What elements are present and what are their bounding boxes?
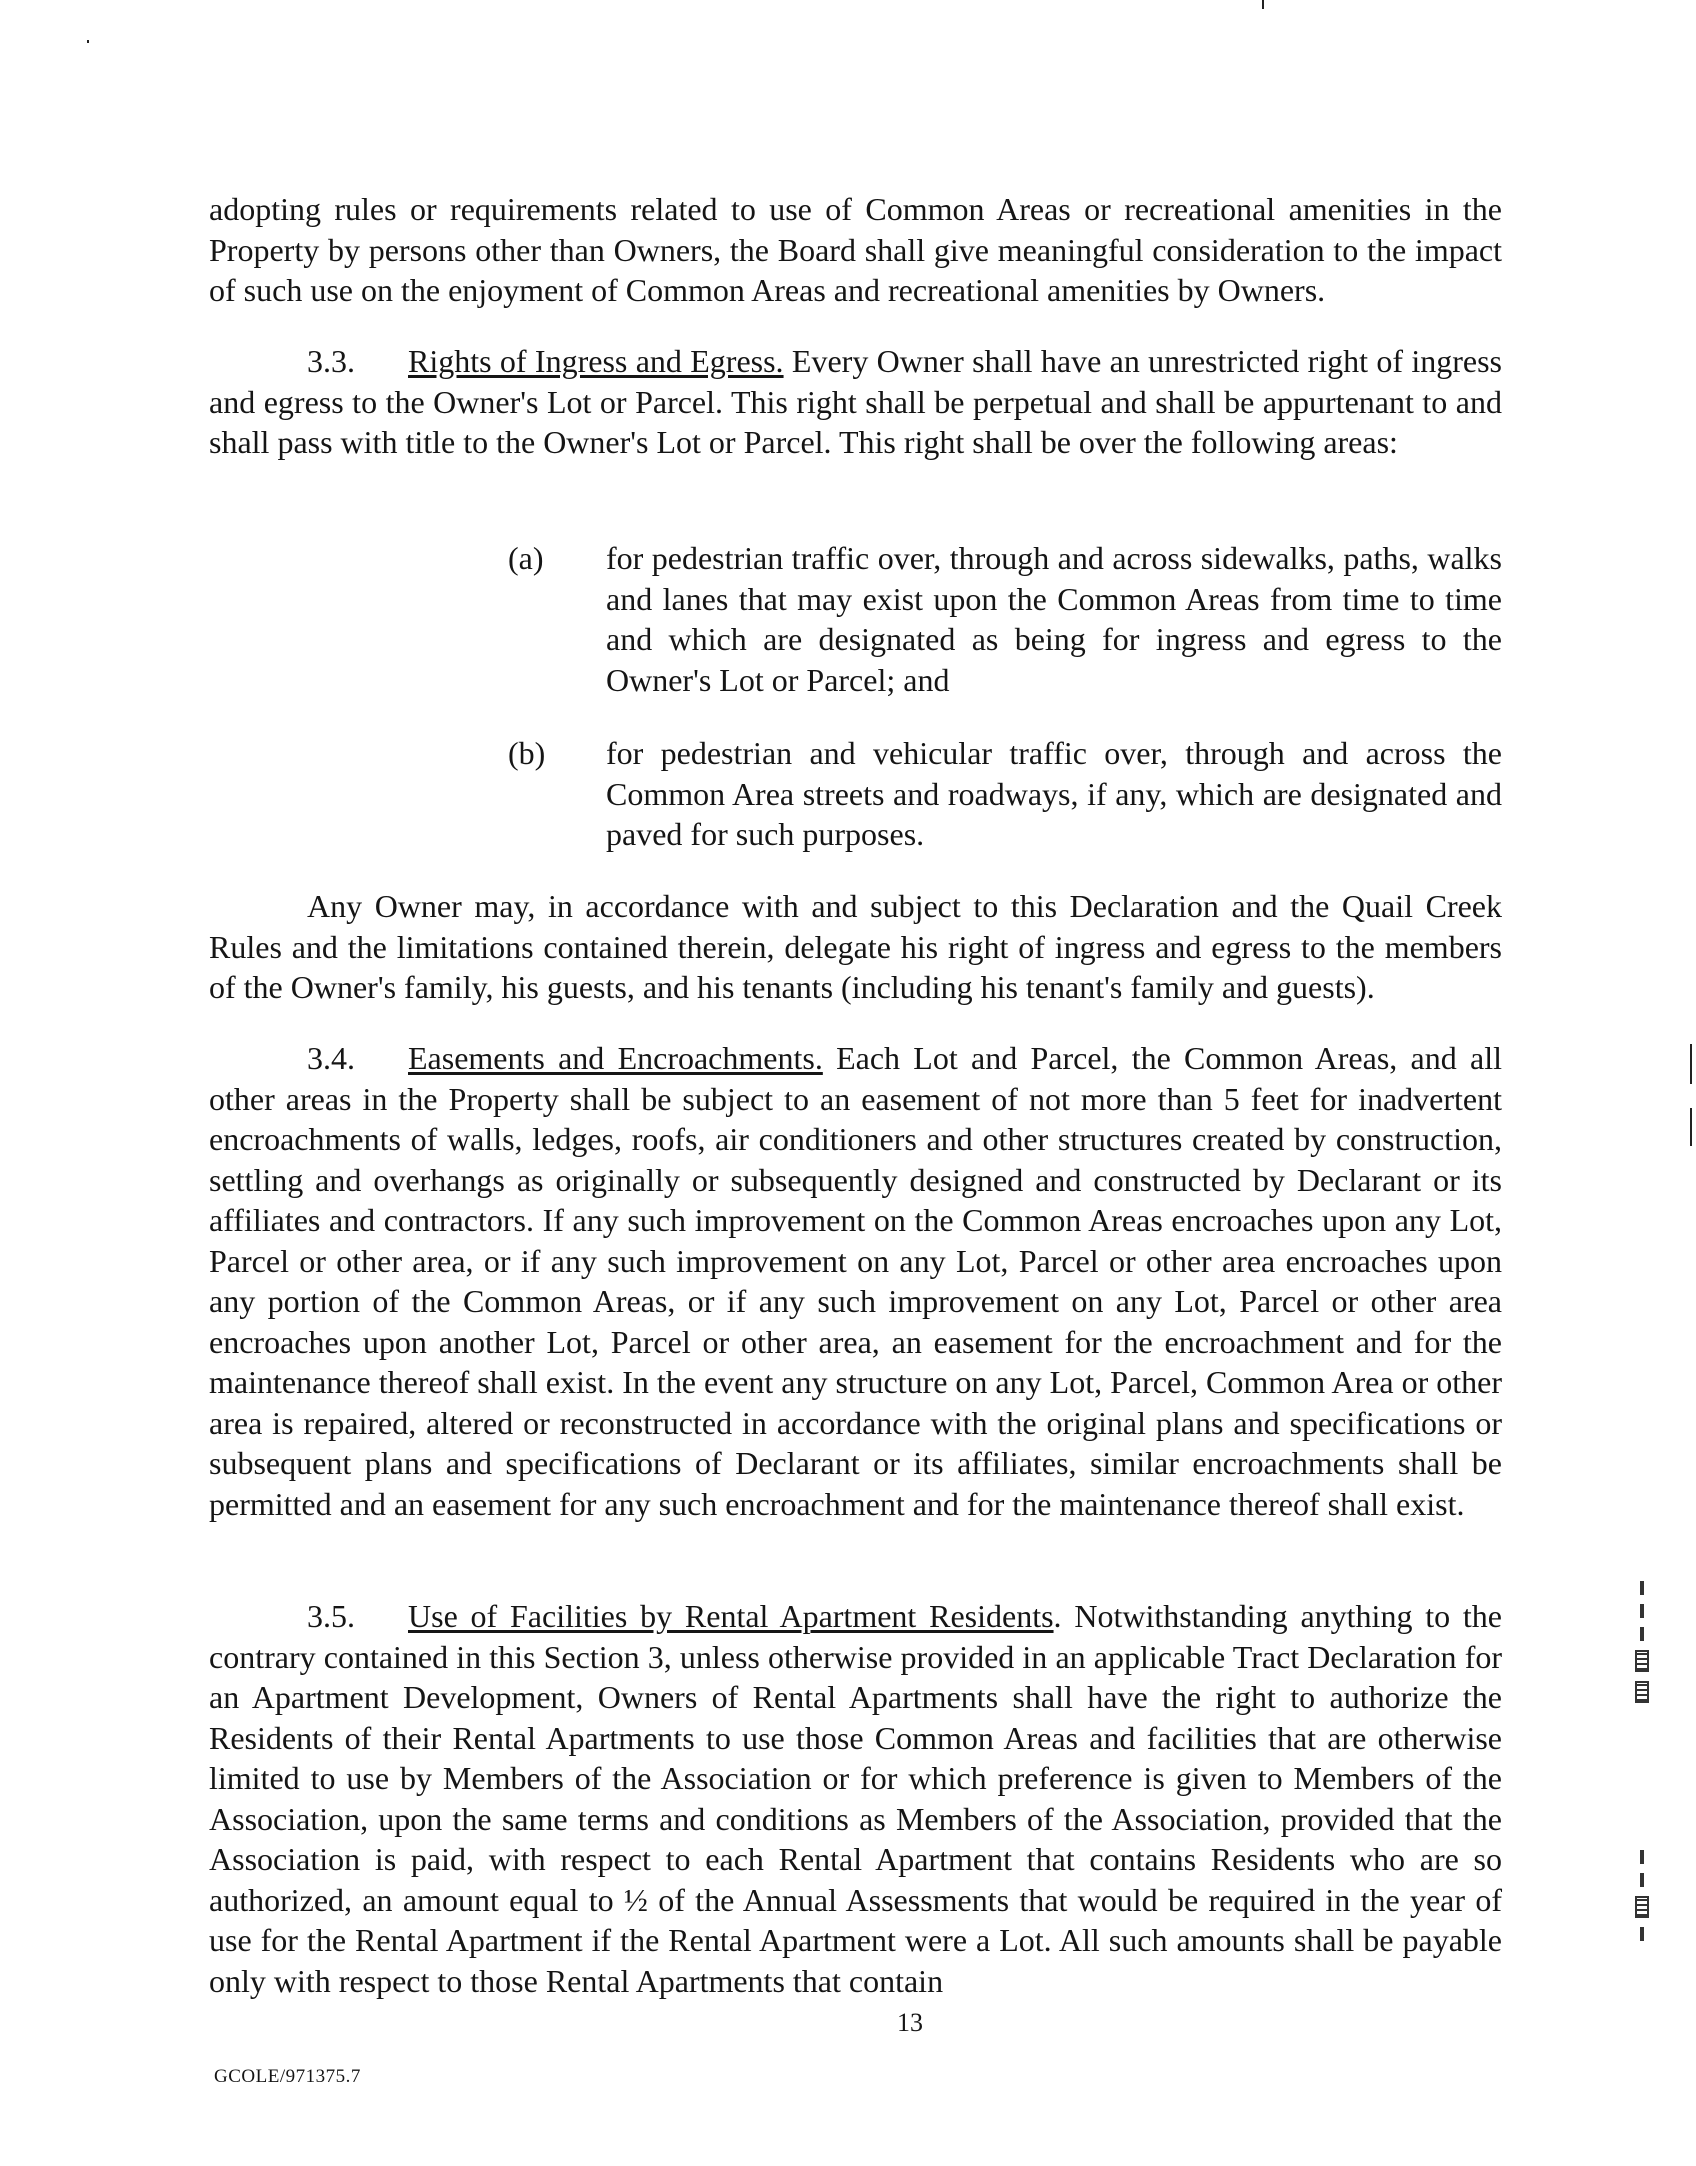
scan-artifact-mark <box>1690 1044 1692 1084</box>
stamp-mark <box>1640 1927 1644 1941</box>
intro-paragraph: adopting rules or requirements related to use of Common Areas or recreational amenities in the Property by persons other than Owners, the Board shall give meaningful consideration to the impact of such use on the enjoyment of Common Areas and recreational amenities by Owners. <box>209 191 1502 308</box>
stamp-mark <box>1640 1873 1644 1887</box>
section-3-4-paragraph <box>209 1038 1502 1524</box>
section-heading: Easements and Encroachments. <box>408 1040 823 1076</box>
section-number: 3.3. <box>307 343 355 379</box>
delegation-paragraph: Any Owner may, in accordance with and subject to this Declaration and the Quail Creek Rules and the limitations contained therein, delegate his right of ingress and egress to the members of the Owner's family, his guests, and his tenants (including his tenant's family and guests). <box>209 888 1502 1005</box>
section-number: 3.5. <box>307 1598 355 1634</box>
stamp-mark <box>1640 1581 1644 1595</box>
section-body: Each Lot and Parcel, the Common Areas, and all other areas in the Property shall be subject to an easement of not more than 5 feet for inadvertent encroachments of walls, ledges, roofs, air conditioners and other structures created by construction, settling and overhangs as originally or subsequently designed and constructed by Declarant or its affiliates and contractors. If any such improvement on the Common Areas encroaches upon any Lot, Parcel or other area, or if any such improvement on any Lot, Parcel or other area encroaches upon any portion of the Common Areas, or if any such improvement on any Lot, Parcel or other area encroaches upon another Lot, Parcel or other area, an easement for the encroachment and for the maintenance thereof shall exist. In the event any structure on any Lot, Parcel, Common Area or other area is repaired, altered or reconstructed in accordance with the original plans and specifications or subsequent plans and specifications of Declarant or its affiliates, similar encroachments shall be permitted and an easement for any such encroachment and for the maintenance thereof shall exist. <box>209 1040 1503 1522</box>
section-body: Every Owner shall have an unrestricted right of ingress and egress to the Owner's Lot or Parcel. This right shall be perpetual and shall be appurtenant to and shall pass with title to the Owner's Lot or Parcel. This right shall be over the following areas: <box>209 343 1503 460</box>
document-id: GCOLE/971375.7 <box>214 2066 361 2087</box>
section-body: . Notwithstanding anything to the contrary contained in this Section 3, unless otherwise provided in an applicable Tract Declaration for an Apartment Development, Owners of Rental Apartments shall have the right to authorize the Residents of their Rental Apartments to use those Common Areas and facilities that are otherwise limited to use by Members of the Association or for which preference is given to Members of the Association, upon the same terms and conditions as Members of the Association, provided that the Association is paid, with respect to each Rental Apartment that contains Residents who are so authorized, an amount equal to ½ of the Annual Assessments that would be required in the year of use for the Rental Apartment if the Rental Apartment were a Lot. All such amounts shall be payable only with respect to those Rental Apartments that contain <box>209 1598 1503 1999</box>
scan-artifact-mark <box>87 40 89 43</box>
stamp-mark <box>1640 1604 1644 1618</box>
list-item-a <box>508 538 1502 700</box>
section-3-3-paragraph <box>209 341 1502 463</box>
stamp-mark <box>1635 1681 1649 1703</box>
stamp-mark <box>1640 1627 1644 1641</box>
section-number: 3.4. <box>307 1040 355 1076</box>
list-item-text: for pedestrian traffic over, through and across sidewalks, paths, walks and lanes that may exist upon the Common Areas from time to time and which are designated as being for ingress and egress to the Owner's Lot or Parcel; and <box>606 540 1502 698</box>
section-3-5-paragraph <box>209 1596 1502 2001</box>
list-marker: (b) <box>508 735 546 771</box>
margin-stamp <box>1630 1850 1654 1941</box>
list-marker: (a) <box>508 540 544 576</box>
stamp-mark <box>1635 1650 1649 1672</box>
section-heading: Rights of Ingress and Egress. <box>408 343 784 379</box>
list-item-text: for pedestrian and vehicular traffic over, through and across the Common Area streets and roadways, if any, which are designated and paved for such purposes. <box>606 735 1502 852</box>
stamp-mark <box>1640 1850 1644 1864</box>
scan-artifact-mark <box>1690 1108 1692 1146</box>
stamp-mark <box>1635 1896 1649 1918</box>
scan-artifact-mark <box>1262 0 1264 9</box>
margin-stamp <box>1630 1581 1654 1703</box>
section-heading: Use of Facilities by Rental Apartment Residents <box>408 1598 1054 1634</box>
page-number: 13 <box>897 2008 923 2037</box>
list-item-b <box>508 733 1502 855</box>
